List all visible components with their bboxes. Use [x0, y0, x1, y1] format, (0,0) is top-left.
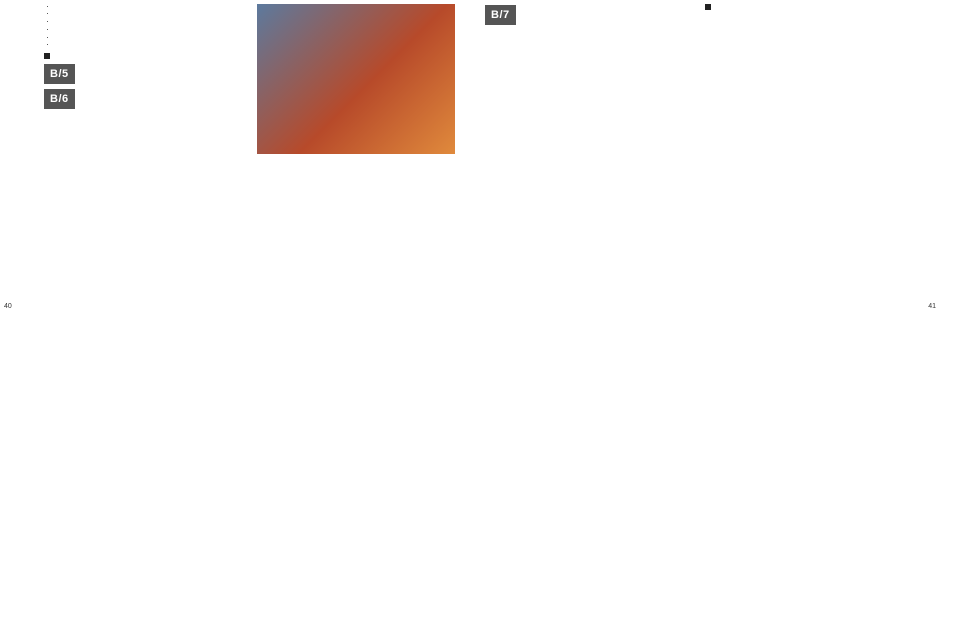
right-page-columns	[485, 0, 910, 623]
right-column-1	[485, 0, 691, 623]
section-bar-b7	[485, 5, 691, 25]
bullet-item	[56, 41, 243, 49]
square-bullet-icon	[44, 53, 50, 59]
bullet-item	[56, 10, 243, 18]
section-heading	[44, 53, 243, 59]
page-number-left: 40	[4, 303, 12, 310]
right-column-2	[705, 0, 911, 623]
left-page-columns	[44, 0, 455, 623]
section-number: B/5	[44, 64, 75, 84]
bullet-item	[56, 18, 243, 26]
bullet-item	[56, 26, 243, 34]
left-column-1	[44, 0, 243, 623]
page-number-right: 41	[928, 303, 936, 310]
section-bar-b6	[44, 89, 243, 109]
section-number: B/6	[44, 89, 75, 109]
bullet-list	[44, 3, 243, 50]
section-heading	[705, 4, 911, 10]
left-column-2	[257, 0, 456, 623]
right-page	[485, 0, 940, 623]
exhibition-poster-image	[257, 4, 456, 154]
bullet-item	[56, 3, 243, 11]
left-page	[0, 0, 455, 623]
section-number: B/7	[485, 5, 516, 25]
bullet-item	[56, 34, 243, 42]
section-bar-b5	[44, 64, 243, 84]
square-bullet-icon	[705, 4, 711, 10]
